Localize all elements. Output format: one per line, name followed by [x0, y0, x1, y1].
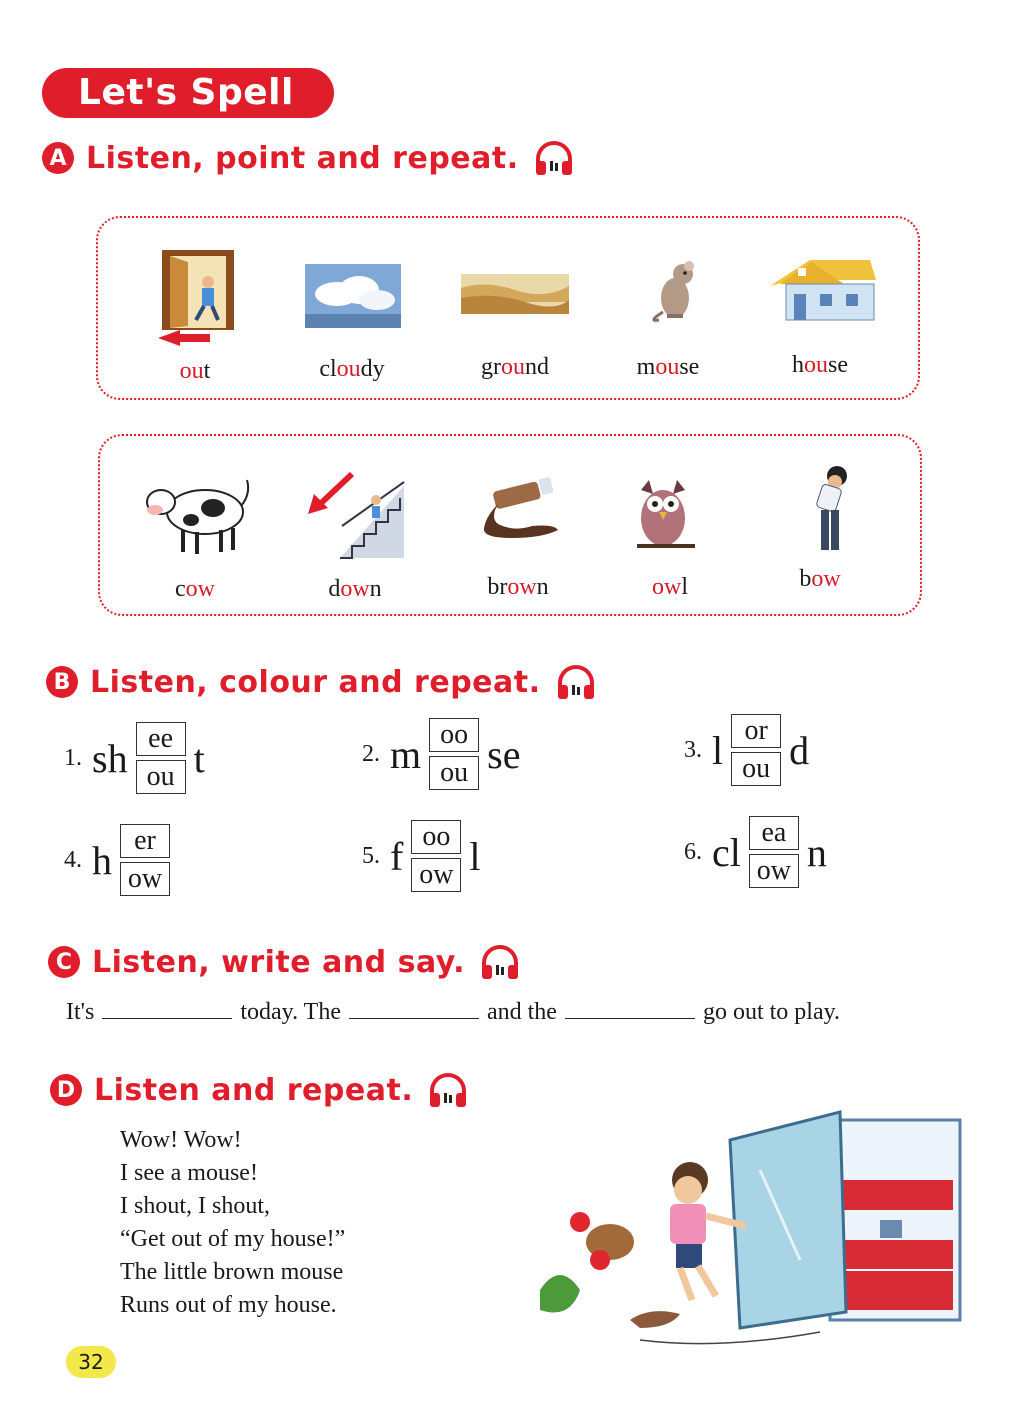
- lesson-title: Let's Spell: [42, 68, 334, 118]
- blank-2[interactable]: [349, 996, 479, 1019]
- section-d-title: Listen and repeat.: [94, 1072, 414, 1108]
- section-a-badge: A: [42, 142, 74, 174]
- choice-top[interactable]: oo: [429, 718, 479, 752]
- choice-top[interactable]: or: [731, 714, 781, 748]
- owl-icon: [615, 466, 725, 566]
- spell-item-3: 3. l or ou d: [684, 712, 809, 788]
- blank-3[interactable]: [565, 996, 695, 1019]
- choice-box[interactable]: [429, 716, 479, 792]
- ground-icon: [455, 246, 575, 346]
- word-cloudy: cloudy: [319, 356, 385, 382]
- door-out-icon: [140, 246, 250, 346]
- choice-bottom[interactable]: ou: [731, 752, 781, 786]
- word-owl: owl: [651, 574, 688, 600]
- choice-box[interactable]: [749, 814, 799, 890]
- section-b-title: Listen, colour and repeat.: [90, 664, 541, 700]
- fill-in-sentence: It's today. The and the go out to play.: [66, 996, 840, 1026]
- section-c-title: Listen, write and say.: [92, 944, 465, 980]
- word-down: down: [328, 576, 382, 602]
- poem-line: The little brown mouse: [120, 1259, 344, 1285]
- word-card-brown[interactable]: [438, 466, 598, 606]
- choice-bottom[interactable]: ow: [411, 858, 461, 892]
- choice-top[interactable]: ea: [749, 816, 799, 850]
- headphones-icon[interactable]: [479, 943, 521, 981]
- spell-item-4: 4. h er ow: [64, 822, 178, 898]
- spell-item-2: 2. m oo ou se: [362, 716, 520, 792]
- mouse-icon: [613, 246, 723, 346]
- word-bow: bow: [799, 566, 841, 592]
- section-b-badge: B: [46, 666, 78, 698]
- spell-item-5: 5. f oo ow l: [362, 818, 480, 894]
- word-card-cow[interactable]: [115, 466, 275, 606]
- choice-top[interactable]: er: [120, 824, 170, 858]
- poem-line: I shout, I shout,: [120, 1193, 270, 1219]
- word-card-mouse[interactable]: [588, 246, 748, 391]
- section-a-title: Listen, point and repeat.: [86, 140, 519, 176]
- poem-line: Wow! Wow!: [120, 1127, 242, 1153]
- section-b-header: [46, 662, 597, 702]
- clouds-icon: [297, 246, 407, 346]
- spell-item-6: 6. cl ea ow n: [684, 814, 827, 890]
- headphones-icon[interactable]: [427, 1071, 469, 1109]
- choice-box[interactable]: [731, 712, 781, 788]
- word-card-ground[interactable]: [435, 246, 595, 391]
- kitchen-scene-illustration: [520, 1100, 970, 1370]
- choice-box[interactable]: [411, 818, 461, 894]
- word-house: house: [792, 352, 848, 378]
- poem: [120, 1124, 345, 1322]
- choice-bottom[interactable]: ow: [120, 862, 170, 896]
- word-card-cloudy[interactable]: [272, 246, 432, 391]
- stairs-down-icon: [300, 466, 410, 566]
- section-c-badge: C: [48, 946, 80, 978]
- word-mouse: mouse: [636, 354, 700, 380]
- word-card-bow[interactable]: [740, 462, 900, 602]
- word-card-house[interactable]: [740, 246, 900, 391]
- section-d-badge: D: [50, 1074, 82, 1106]
- choice-box[interactable]: [120, 822, 170, 898]
- word-ground: ground: [481, 354, 549, 380]
- cow-icon: [135, 466, 255, 566]
- choice-top[interactable]: ee: [136, 722, 186, 756]
- choice-bottom[interactable]: ou: [429, 756, 479, 790]
- section-c-header: [48, 942, 521, 982]
- choice-top[interactable]: oo: [411, 820, 461, 854]
- choice-bottom[interactable]: ou: [136, 760, 186, 794]
- poem-line: I see a mouse!: [120, 1160, 258, 1186]
- section-d-header: [50, 1070, 469, 1110]
- poem-line: Runs out of my house.: [120, 1292, 337, 1318]
- blank-1[interactable]: [102, 996, 232, 1019]
- house-icon: [760, 246, 880, 346]
- word-cow: cow: [175, 576, 215, 602]
- choice-bottom[interactable]: ow: [749, 854, 799, 888]
- section-a-header: [42, 138, 575, 178]
- boy-bowing-icon: [765, 462, 875, 562]
- headphones-icon[interactable]: [555, 663, 597, 701]
- page-number: 32: [66, 1346, 116, 1378]
- word-brown: brown: [487, 574, 549, 600]
- brown-paint-icon: [458, 466, 578, 566]
- word-out: out: [179, 358, 211, 384]
- spell-item-1: 1. sh ee ou t: [64, 720, 205, 796]
- word-card-down[interactable]: [275, 466, 435, 606]
- choice-box[interactable]: [136, 720, 186, 796]
- poem-line: “Get out of my house!”: [120, 1226, 346, 1252]
- word-card-out[interactable]: [115, 246, 275, 391]
- word-card-owl[interactable]: [590, 466, 750, 606]
- headphones-icon[interactable]: [533, 139, 575, 177]
